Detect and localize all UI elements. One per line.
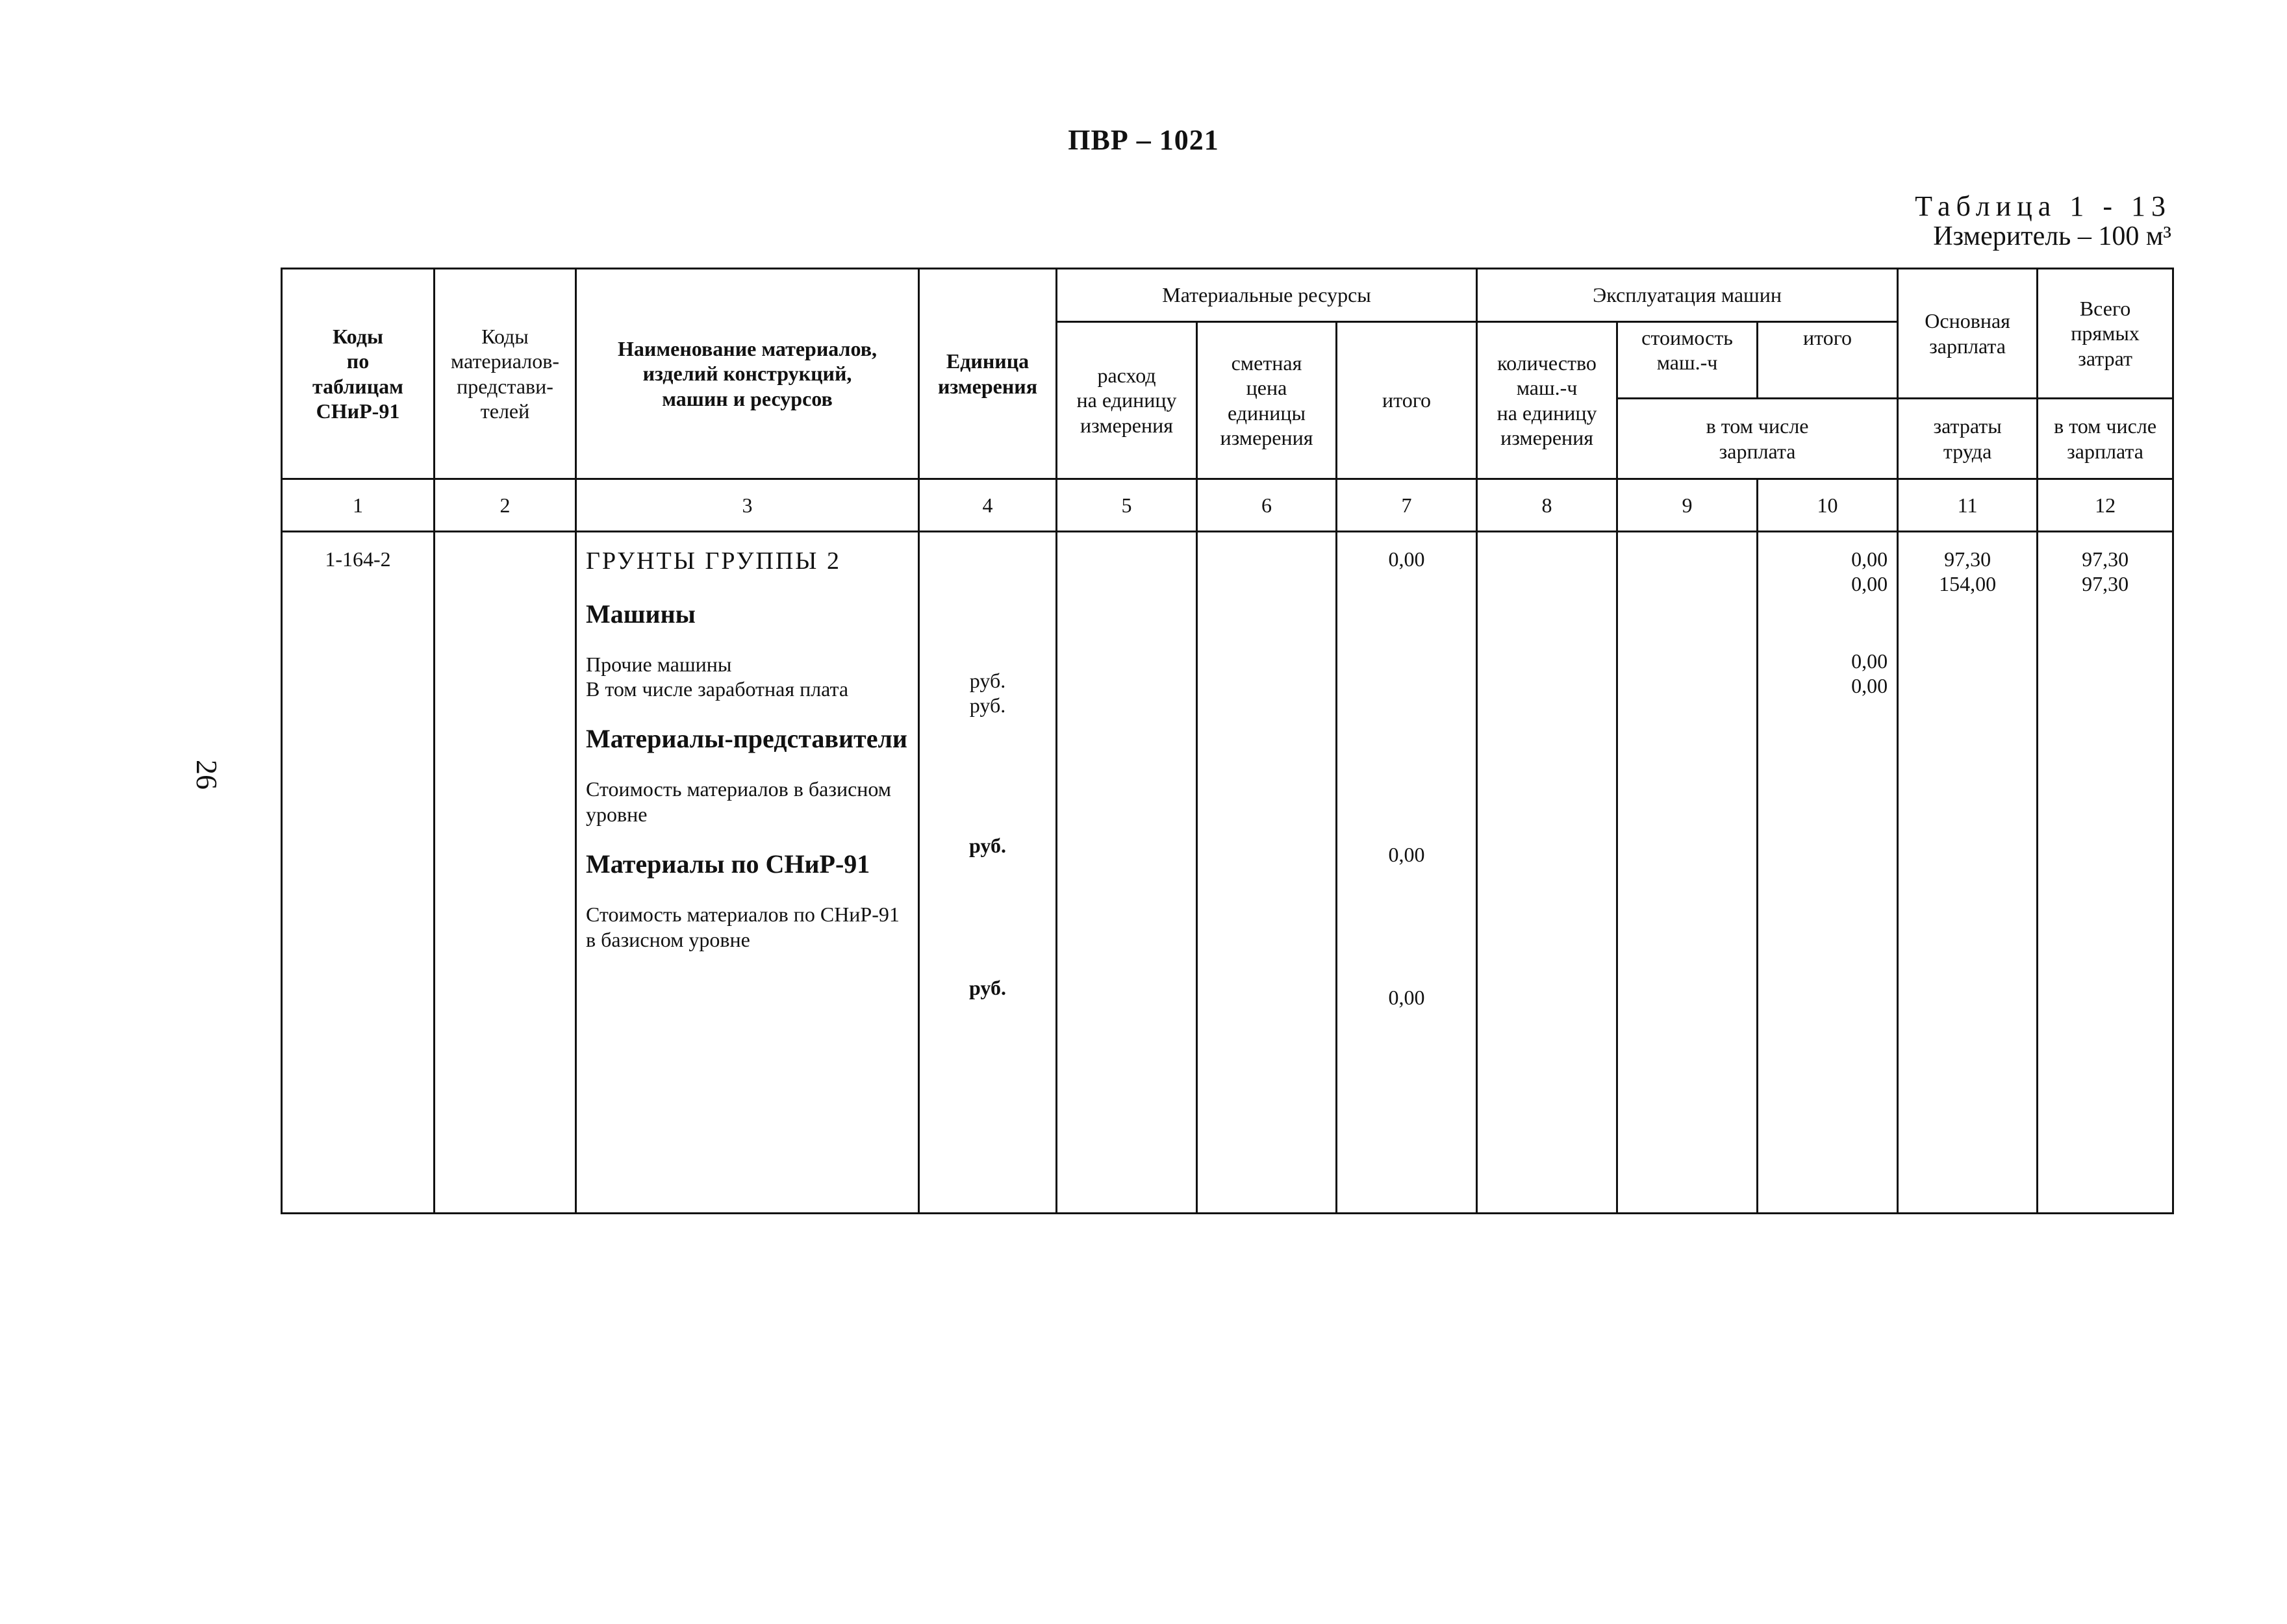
body-col12 <box>2038 532 2173 1214</box>
column-number: 12 <box>2038 479 2173 532</box>
measurement-unit: Измеритель – 100 м³ <box>1933 221 2171 251</box>
col12-wages: 97,30 <box>2082 572 2129 596</box>
header-col8: количество маш.-ч на единицу измерения <box>1477 322 1617 479</box>
representative-materials-heading: Материалы-представители <box>586 724 907 754</box>
header-col5: расход на единицу измерения <box>1057 322 1197 479</box>
material-cost-base-label: Стоимость материалов в базисном уровне <box>586 777 892 826</box>
col7-soil-total: 0,00 <box>1388 547 1425 571</box>
body-col3 <box>576 532 919 1214</box>
col10-soil-total: 0,00 <box>1851 547 1888 571</box>
header-col2: Коды материалов- представи- телей <box>435 269 576 479</box>
header-col3: Наименование материалов, изделий конструкций, машин и ресурсов <box>576 269 919 479</box>
header-col11-sub: затраты труда <box>1898 399 2038 479</box>
col7-material-cost-base: 0,00 <box>1388 843 1425 867</box>
column-number: 9 <box>1617 479 1758 532</box>
page-number: 26 <box>190 760 223 790</box>
col7-material-cost-snip: 0,00 <box>1388 985 1425 1009</box>
header-machine-operation: Эксплуатация машин <box>1477 269 1898 322</box>
header-col9: стоимость маш.-ч <box>1617 322 1758 399</box>
body-col10 <box>1758 532 1898 1214</box>
unit-material-cost-base: руб. <box>969 833 1006 857</box>
col10-other-machines: 0,00 <box>1851 649 1888 673</box>
code-value: 1-164-2 <box>325 547 391 571</box>
col10-soil-wages: 0,00 <box>1851 572 1888 596</box>
body-col6 <box>1197 532 1337 1214</box>
column-number: 4 <box>919 479 1057 532</box>
soil-group-label: ГРУНТЫ ГРУППЫ 2 <box>586 547 841 575</box>
body-col7 <box>1337 532 1477 1214</box>
body-col9 <box>1617 532 1758 1214</box>
column-number: 5 <box>1057 479 1197 532</box>
column-number: 2 <box>435 479 576 532</box>
header-col4: Единица измерения <box>919 269 1057 479</box>
header-col12: Всего прямых затрат <box>2038 269 2173 399</box>
column-number: 3 <box>576 479 919 532</box>
body-col2 <box>435 532 576 1214</box>
header-material-resources: Материальные ресурсы <box>1057 269 1477 322</box>
machines-heading: Машины <box>586 599 696 629</box>
body-col11 <box>1898 532 2038 1214</box>
table-number: Таблица 1 - 13 <box>1915 190 2171 222</box>
col12-total: 97,30 <box>2082 547 2129 571</box>
col11-wage: 97,30 <box>1944 547 1991 571</box>
header-col6: сметная цена единицы измерения <box>1197 322 1337 479</box>
col11-labor: 154,00 <box>1939 572 1997 596</box>
body-col5 <box>1057 532 1197 1214</box>
column-number: 8 <box>1477 479 1617 532</box>
column-number-row <box>282 479 2173 532</box>
header-col11: Основная зарплата <box>1898 269 2038 399</box>
header-col12-sub: в том числе зарплата <box>2038 399 2173 479</box>
body-col8 <box>1477 532 1617 1214</box>
header-col10: итого <box>1758 322 1898 399</box>
column-number: 6 <box>1197 479 1337 532</box>
table-row <box>282 532 2173 1214</box>
column-number: 10 <box>1758 479 1898 532</box>
header-col7: итого <box>1337 322 1477 479</box>
column-number: 1 <box>282 479 435 532</box>
col10-incl-wages: 0,00 <box>1851 674 1888 698</box>
body-col4 <box>919 532 1057 1214</box>
column-number: 11 <box>1898 479 2038 532</box>
unit-other-machines: руб. <box>969 669 1006 692</box>
unit-incl-wages: руб. <box>969 693 1006 718</box>
column-number: 7 <box>1337 479 1477 532</box>
unit-material-cost-snip: руб. <box>969 976 1006 1000</box>
header-col9-10-sub: в том числе зарплата <box>1617 399 1898 479</box>
material-cost-snip-label: Стоимость материалов по СНиР-91 в базисном уровне <box>586 903 900 951</box>
header-col1: Коды по таблицам СНиР-91 <box>282 269 435 479</box>
cost-table <box>281 268 2174 1214</box>
document-title: ПВР – 1021 <box>1068 124 1219 156</box>
body-col1 <box>282 532 435 1214</box>
incl-wages-label: В том числе заработная плата <box>586 677 849 701</box>
snip-materials-heading: Материалы по СНиР-91 <box>586 849 870 879</box>
other-machines-label: Прочие машины <box>586 652 732 676</box>
